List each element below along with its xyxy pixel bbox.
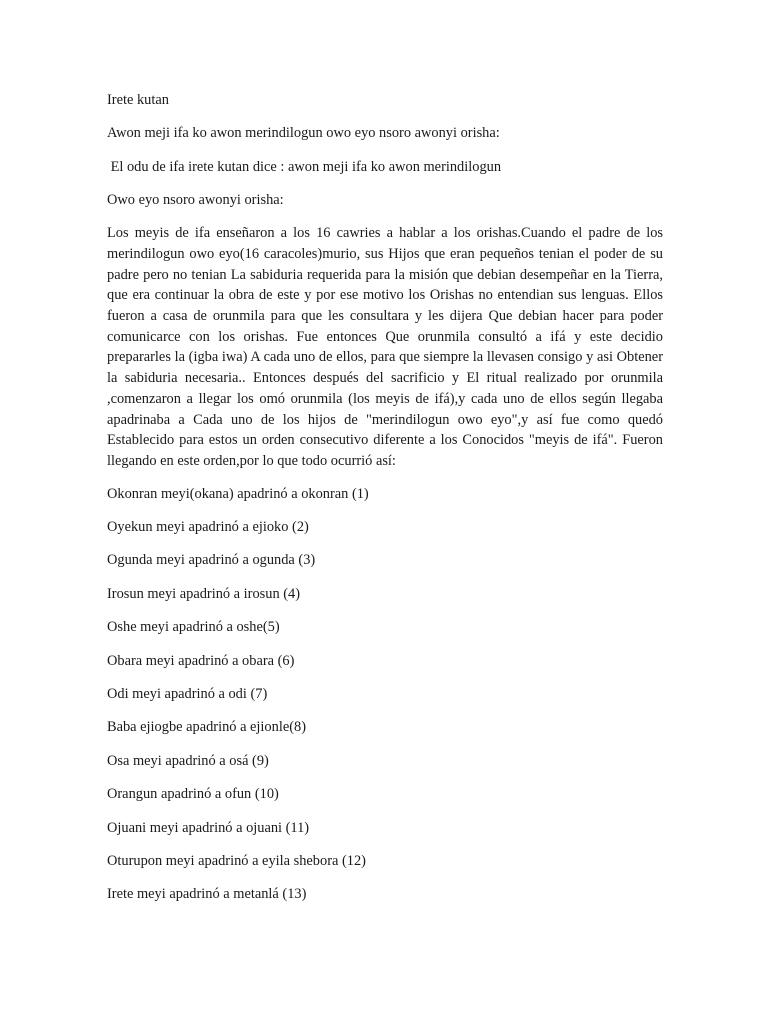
intro-paragraph: Owo eyo nsoro awonyi orisha:	[107, 191, 284, 208]
document-page	[107, 90, 663, 918]
intro-paragraph: Awon meji ifa ko awon merindilogun owo eyo nsoro awonyi orisha:	[107, 125, 500, 142]
list-item: Irete meyi apadrinó a metanlá (13)	[107, 886, 307, 903]
list-item: Obara meyi apadrinó a obara (6)	[107, 652, 295, 669]
list-item: Osa meyi apadrinó a osá (9)	[107, 752, 269, 769]
list-item: Oshe meyi apadrinó a oshe(5)	[107, 619, 280, 636]
story-paragraph: Los meyis de ifa enseñaron a los 16 cawries a hablar a los orishas.Cuando el padre de los merindilogun owo eyo(16 caracoles)murio, sus Hijos que eran pequeños tenian el poder de su padre pero no tenian La sabiduria requerida para la misión que debian desempeñar en la Tierra, que era continuar la obra de este y por ese motivo los Orishas no entendian sus lenguas. Ellos fueron a casa de orunmila para que les consultara y les dijera Que debian hacer para poder comunicarce con los orishas. Fue entonces Que orunmila consultó a ifá y este decidio prepararles la (igba iwa) A cada uno de ellos, para que siempre la llevasen consigo y asi Obtener la sabiduria necesaria.. Entonces después del sacrificio y El ritual realizado por orunmila ,comenzaron a llegar los omó orunmila (los meyis de ifá),y cada uno de ellos según llegaba apadrinaba a Cada uno de los hijos de "merindilogun owo eyo",y así fue como quedó Establecido para estos un orden consecutivo diferente a los Conocidos "meyis de ifá". Fueron llegando en este orden,por lo que todo ocurrió así:	[107, 225, 663, 469]
list-item: Baba ejiogbe apadrinó a ejionle(8)	[107, 719, 306, 736]
list-item: Ojuani meyi apadrinó a ojuani (11)	[107, 819, 310, 836]
list-item: Oyekun meyi apadrinó a ejioko (2)	[107, 519, 309, 536]
list-item: Irosun meyi apadrinó a irosun (4)	[107, 585, 301, 602]
list-item: Oturupon meyi apadrinó a eyila shebora (12)	[107, 852, 366, 869]
padrinos-list	[107, 484, 663, 905]
intro-paragraph: El odu de ifa irete kutan dice : awon meji ifa ko awon merindilogun	[107, 158, 502, 175]
list-item: Ogunda meyi apadrinó a ogunda (3)	[107, 552, 316, 569]
list-item: Orangun apadrinó a ofun (10)	[107, 786, 279, 803]
document-title: Irete kutan	[107, 92, 169, 108]
list-item: Okonran meyi(okana) apadrinó a okonran (1)	[107, 485, 369, 502]
list-item: Odi meyi apadrinó a odi (7)	[107, 685, 268, 702]
